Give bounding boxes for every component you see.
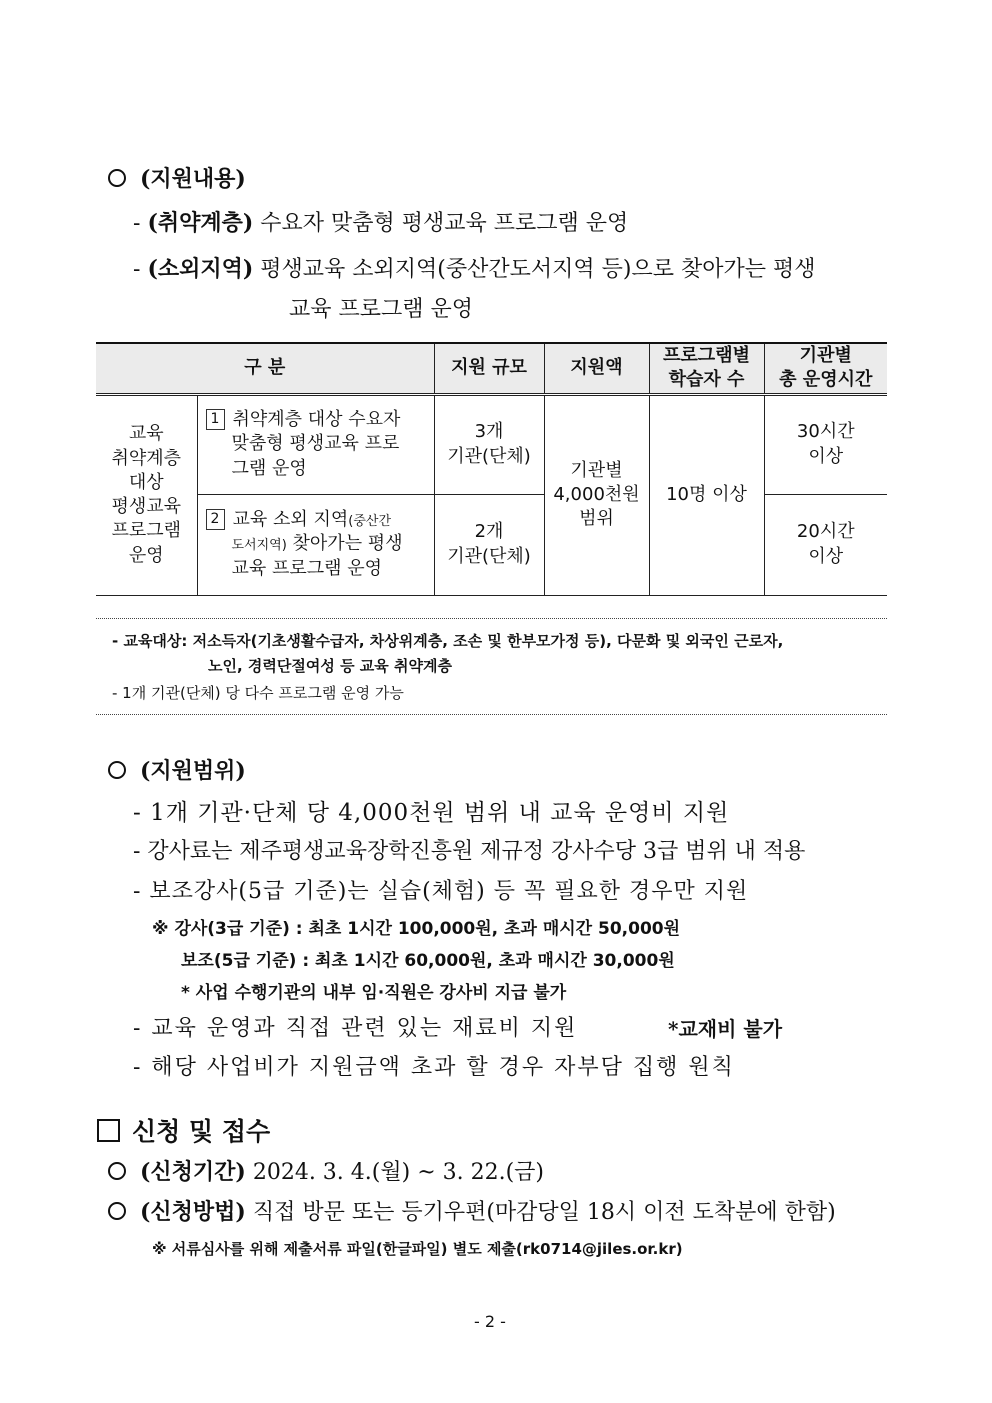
scale-cell: 3개 기관(단체) — [434, 394, 544, 494]
scope-item-4-note: *교재비 불가 — [668, 1017, 783, 1041]
circle-bullet-icon — [108, 761, 126, 779]
number-box: 2 — [206, 509, 225, 530]
application-period: (신청기간) 2024. 3. 4.(월) ~ 3. 22.(금) — [108, 1155, 544, 1186]
scope-item-1: - 1개 기관·단체 당 4,000천원 범위 내 교육 운영비 지원 — [133, 800, 730, 826]
scope-note-staff: * 사업 수행기관의 내부 임·직원은 강사비 지급 불가 — [181, 983, 567, 1003]
note-target-cont: 노인, 경력단절여성 등 교육 취약계층 — [208, 657, 452, 675]
scope-item-5: - 해당 사업비가 지원금액 초과 할 경우 자부담 집행 원칙 — [133, 1055, 735, 1080]
page-number: - 2 - — [474, 1312, 506, 1331]
support-item-remote: - (소외지역) 평생교육 소외지역(중산간도서지역 등)으로 찾아가는 평생 — [133, 256, 816, 282]
program-cell: 1 취약계층 대상 수요자 맞춤형 평생교육 프로 그램 운영 — [197, 394, 434, 494]
hours-cell: 30시간 이상 — [764, 394, 887, 494]
table-row — [96, 394, 887, 494]
header-scale: 지원 규모 — [434, 343, 544, 394]
scope-item-2: - 강사료는 제주평생교육장학진흥원 제규정 강사수당 3급 범위 내 적용 — [133, 839, 806, 864]
scale-cell: 2개 기관(단체) — [434, 494, 544, 595]
square-bullet-icon — [97, 1119, 120, 1142]
note-target: - 교육대상: 저소득자(기초생활수급자, 차상위계층, 조손 및 한부모가정 등), 다문화 및 외국인 근로자, — [112, 632, 784, 650]
support-item-vulnerable: - (취약계층) 수요자 맞춤형 평생교육 프로그램 운영 — [133, 210, 629, 236]
scope-item-3: - 보조강사(5급 기준)는 실습(체험) 등 꼭 필요한 경우만 지원 — [133, 879, 749, 904]
scope-note-instructor: ※ 강사(3급 기준) : 최초 1시간 100,000원, 초과 매시간 50,000원 — [152, 919, 681, 939]
application-note: ※ 서류심사를 위해 제출서류 파일(한글파일) 별도 제출(rk0714@jiles.or.kr) — [152, 1240, 683, 1258]
support-table — [96, 342, 887, 596]
support-item-remote-cont: 교육 프로그램 운영 — [289, 297, 474, 322]
circle-bullet-icon — [108, 169, 126, 187]
note-multiple: - 1개 기관(단체) 당 다수 프로그램 운영 가능 — [112, 684, 404, 702]
header-hours: 기관별 총 운영시간 — [764, 343, 887, 394]
hours-cell: 20시간 이상 — [764, 494, 887, 595]
program-cell: 2 교육 소외 지역(중산간 도서지역) 찾아가는 평생 교육 프로그램 운영 — [197, 494, 434, 595]
table-notes — [96, 618, 887, 715]
header-amount: 지원액 — [544, 343, 649, 394]
header-learners: 프로그램별 학습자 수 — [649, 343, 764, 394]
table-row — [96, 494, 887, 595]
circle-bullet-icon — [108, 1202, 126, 1220]
number-box: 1 — [206, 409, 225, 430]
header-category: 구 분 — [96, 343, 434, 394]
table-header-row — [96, 343, 887, 394]
support-content-heading: (지원내용) — [108, 162, 246, 193]
amount-cell: 기관별 4,000천원 범위 — [544, 394, 649, 595]
scope-item-4: - 교육 운영과 직접 관련 있는 재료비 지원 — [133, 1016, 578, 1041]
scope-note-assistant: 보조(5급 기준) : 최초 1시간 60,000원, 초과 매시간 30,000원 — [181, 951, 675, 971]
application-heading: 신청 및 접수 — [97, 1112, 270, 1148]
support-scope-heading: (지원범위) — [108, 754, 246, 785]
circle-bullet-icon — [108, 1162, 126, 1180]
category-cell: 교육 취약계층 대상 평생교육 프로그램 운영 — [96, 394, 197, 595]
application-method: (신청방법) 직접 방문 또는 등기우편(마감당일 18시 이전 도착분에 한함) — [108, 1195, 836, 1226]
learners-cell: 10명 이상 — [649, 394, 764, 595]
